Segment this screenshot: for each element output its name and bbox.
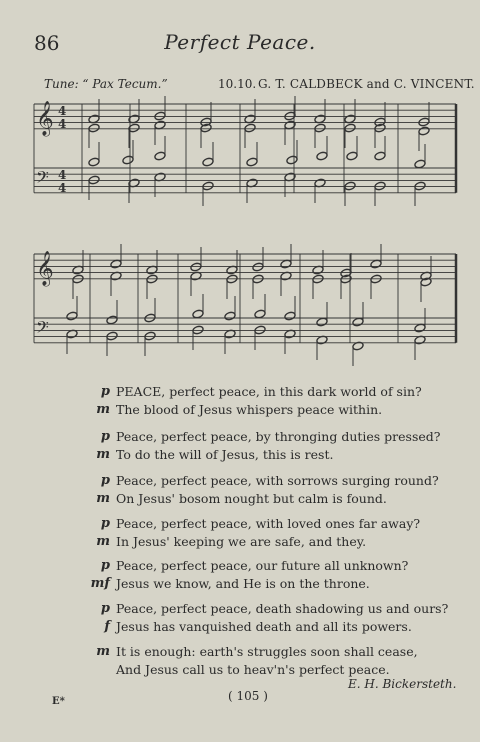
lyric-text: Peace, perfect peace, with loved ones far away?: [116, 516, 421, 531]
note-head: [374, 151, 386, 161]
treble-clef: 𝄞: [36, 101, 54, 136]
lyric-text: PEACE, perfect peace, in this dark world of sin?: [116, 384, 422, 399]
note-head: [106, 315, 118, 325]
note-head: [316, 151, 328, 161]
note-head: [414, 159, 426, 169]
dynamic-marking: p: [100, 558, 110, 573]
verse: [0, 472, 480, 508]
dynamic-marking: f: [104, 619, 110, 634]
lyric-text: In Jesus' keeping we are safe, and they.: [116, 534, 367, 549]
verse-line: [0, 600, 480, 618]
lyric-text: On Jesus' bosom nought but calm is found.: [116, 491, 387, 506]
verse-line: [0, 446, 480, 464]
lyric-text: And Jesus call us to heav'n's perfect peace.: [116, 662, 390, 677]
tune-name: Tune: “ Pax Tecum.”: [44, 77, 168, 91]
dynamic-marking: p: [100, 516, 110, 531]
note-head: [66, 311, 78, 321]
lyric-text: Peace, perfect peace, our future all unknown?: [116, 558, 409, 573]
lyric-text: Peace, perfect peace, death shadowing us and ours?: [116, 601, 449, 616]
verse-line: [0, 515, 480, 533]
composers: G. T. CALDBECK and C. VINCENT.: [258, 77, 475, 91]
treble-clef: 𝄞: [36, 251, 54, 286]
note-head: [192, 309, 204, 319]
note-head: [254, 309, 266, 319]
lyric-text: Jesus we know, and He is on the throne.: [116, 576, 370, 591]
verse-line: [0, 643, 480, 661]
note-head: [88, 157, 100, 167]
signature-mark: E*: [52, 696, 65, 707]
dynamic-marking: m: [96, 491, 110, 506]
note-head: [252, 262, 264, 272]
note-head: [106, 331, 118, 341]
note-head: [314, 123, 326, 133]
note-head: [414, 181, 426, 191]
note-head: [202, 157, 214, 167]
bass-clef: 𝄢: [36, 167, 49, 191]
hymn-title: Perfect Peace.: [164, 30, 316, 54]
note-head: [346, 151, 358, 161]
page-number: 86: [34, 31, 60, 55]
verse-line: [0, 575, 480, 593]
note-head: [316, 317, 328, 327]
note-head: [374, 181, 386, 191]
note-head: [224, 311, 236, 321]
verse-line: [0, 490, 480, 508]
note-head: [286, 155, 298, 165]
dynamic-marking: m: [96, 402, 110, 417]
verse-line: [0, 618, 480, 636]
footer-page-number: ( 105 ): [228, 689, 268, 703]
lyric-text: To do the will of Jesus, this is rest.: [116, 447, 334, 462]
lyric-text: It is enough: earth's struggles soon shall cease,: [116, 644, 418, 659]
verse-line: [0, 428, 480, 446]
dynamic-marking: mf: [90, 576, 110, 591]
verse-line: [0, 533, 480, 551]
verse: [0, 643, 480, 679]
dynamic-marking: m: [96, 534, 110, 549]
note-head: [202, 181, 214, 191]
lyric-text: The blood of Jesus whispers peace within.: [116, 402, 383, 417]
note-head: [344, 181, 356, 191]
dynamic-marking: p: [100, 429, 110, 444]
verse-line: [0, 557, 480, 575]
time-signature-bottom: 4: [58, 117, 67, 131]
note-head: [246, 157, 258, 167]
verse: [0, 428, 480, 464]
verse-line: [0, 383, 480, 401]
bass-clef: 𝄢: [36, 317, 49, 341]
note-head: [190, 262, 202, 272]
verse: [0, 557, 480, 593]
dynamic-marking: m: [96, 447, 110, 462]
time-signature-top: 4: [58, 168, 67, 182]
music-score: [0, 0, 480, 370]
note-head: [244, 123, 256, 133]
note-head: [154, 151, 166, 161]
verse: [0, 515, 480, 551]
time-signature-top: 4: [58, 104, 67, 118]
dynamic-marking: p: [100, 601, 110, 616]
verse-line: [0, 401, 480, 419]
lyric-text: Jesus has vanquished death and all its powers.: [116, 619, 412, 634]
verse: [0, 383, 480, 419]
note-head: [352, 317, 364, 327]
note-head: [418, 126, 430, 136]
lyric-text: Peace, perfect peace, by thronging duties pressed?: [116, 429, 441, 444]
dynamic-marking: p: [100, 384, 110, 399]
verse-line: [0, 472, 480, 490]
lyric-text: Peace, perfect peace, with sorrows surging round?: [116, 473, 439, 488]
dynamic-marking: p: [100, 473, 110, 488]
note-head: [418, 117, 430, 127]
dynamic-marking: m: [96, 644, 110, 659]
meter: 10.10.: [218, 77, 257, 91]
author: E. H. Bickersteth.: [348, 677, 457, 691]
verse: [0, 600, 480, 636]
time-signature-bottom: 4: [58, 181, 67, 195]
note-head: [284, 311, 296, 321]
note-head: [144, 331, 156, 341]
note-head: [122, 155, 134, 165]
note-head: [88, 123, 100, 133]
note-head: [344, 123, 356, 133]
